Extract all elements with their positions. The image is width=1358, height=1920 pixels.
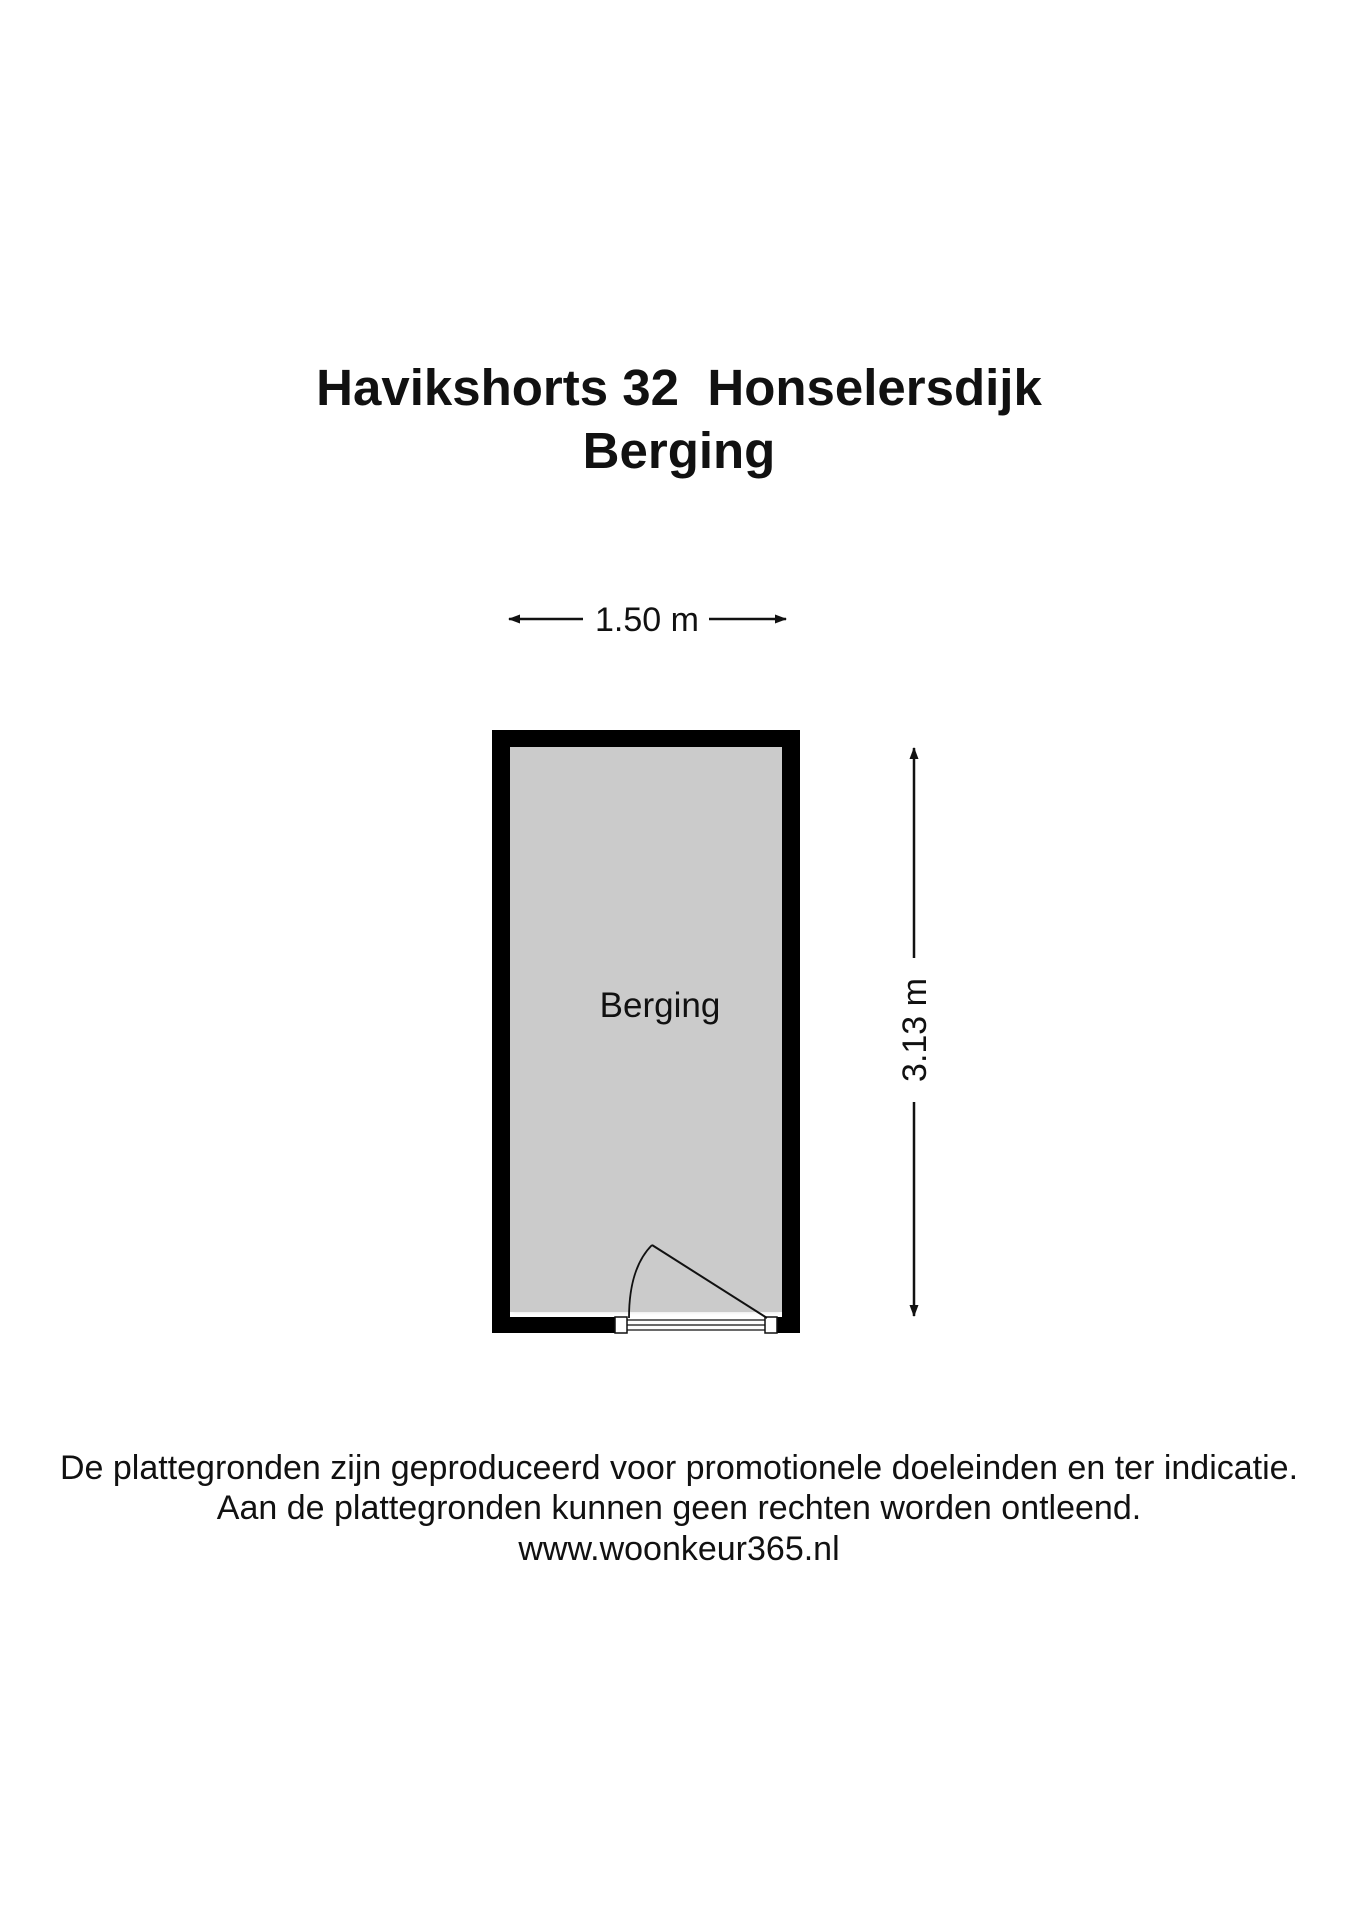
- width-dimension: [509, 601, 786, 639]
- door-jamb-right: [765, 1317, 777, 1333]
- length-dimension: [896, 748, 934, 1316]
- door-jamb-left: [615, 1317, 627, 1333]
- disclaimer-line-1: De plattegronden zijn geproduceerd voor promotionele doeleinden en ter indicatie.: [59, 1449, 1299, 1487]
- wall-bottom-right: [777, 1317, 800, 1333]
- wall-top: [492, 730, 800, 747]
- room-label: Berging: [599, 986, 721, 1025]
- website-link[interactable]: www.woonkeur365.nl: [518, 1530, 840, 1568]
- width-dimension-label: 1.50 m: [595, 601, 699, 639]
- wall-bottom-left: [492, 1317, 615, 1333]
- page-subtitle: Berging: [582, 422, 776, 479]
- room-floor: [510, 746, 782, 1312]
- length-dimension-label: 3.13 m: [896, 978, 934, 1082]
- disclaimer-line-2: Aan de plattegronden kunnen geen rechten worden ontleend.: [216, 1489, 1142, 1527]
- wall-right: [782, 730, 800, 1333]
- wall-left: [492, 730, 510, 1333]
- page-title: Havikshorts 32 Honselersdijk: [316, 359, 1042, 416]
- storage-room: [492, 730, 800, 1333]
